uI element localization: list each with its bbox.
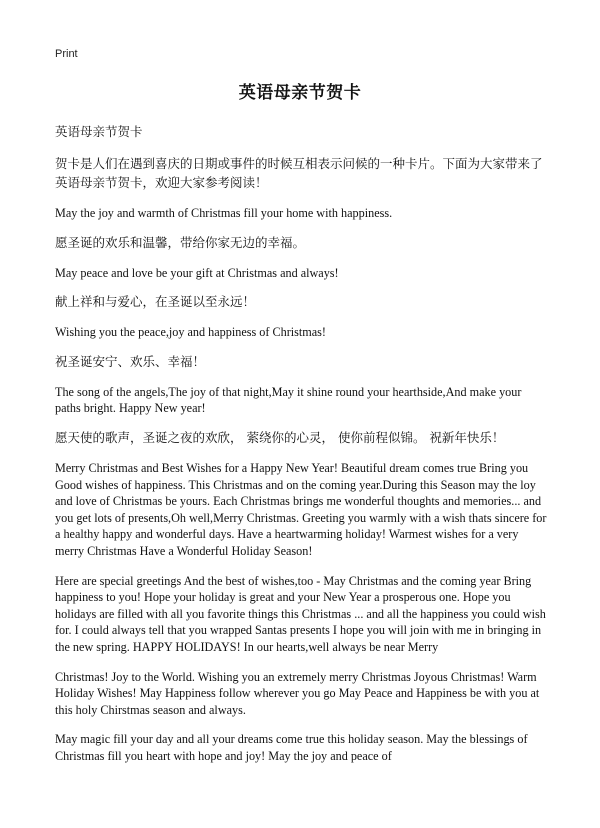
chinese-paragraph: 愿圣诞的欢乐和温馨，带给你家无边的幸福。	[55, 234, 306, 250]
intro-paragraph: 贺卡是人们在遇到喜庆的日期或事件的时候互相表示问候的一种卡片。下面为大家带来了英语母亲节贺卡，欢迎大家参考阅读！	[55, 156, 543, 190]
document-title: 英语母亲节贺卡	[238, 83, 362, 103]
english-paragraph: Christmas! Joy to the World. Wishing you an extremely merry Christmas Joyous Christmas! Warm Holiday Wishes! May Happiness follow wherever you go May Peace and Happiness be with you at this holy Chirstmas season and always.	[55, 669, 540, 717]
english-paragraph: Wishing you the peace,joy and happiness of Christmas!	[55, 325, 326, 340]
document-body	[55, 122, 550, 764]
subtitle-paragraph: 英语母亲节贺卡	[55, 124, 143, 139]
english-paragraph: May peace and love be your gift at Christmas and always!	[55, 265, 339, 280]
english-paragraph: The song of the angels,The joy of that night,May it shine round your hearthside,And make your paths bright. Happy New year!	[55, 384, 522, 416]
english-paragraph: May magic fill your day and all your dreams come true this holiday season. May the blessings of Christmas fill you heart with hope and joy! May the joy and peace of	[55, 732, 528, 763]
english-paragraph: Here are special greetings And the best of wishes,too - May Christmas and the coming year Bring happiness to you! Hope your holiday is great and your New Year a prosperous one. Hope you holidays are filled with all you favorite things this Christmas ... and all the happiness you could wish for. I could always tell that you wrapped Santas presents I hope you will join with me in bringing in the new spring. HAPPY HOLIDAYS! In our hearts,well always be near Merry	[55, 573, 546, 654]
chinese-paragraph: 祝圣诞安宁、欢乐、幸福！	[55, 353, 206, 369]
chinese-paragraph: 愿天使的歌声，圣诞之夜的欢欣， 萦绕你的心灵， 使你前程似锦。 祝新年快乐！	[55, 429, 505, 445]
english-paragraph: May the joy and warmth of Christmas fill your home with happiness.	[55, 206, 393, 220]
english-paragraph: Merry Christmas and Best Wishes for a Happy New Year! Beautiful dream comes true Bring you Good wishes of happiness. This Christmas and on the coming year.During this Season may the loy and love of Christmas be yours. Each Christmas brings me wonderful thoughts and memories... and you get lots of presents,Oh well,Merry Christmas. Greeting you warmly with a wish thats sincere for a healthy happy and wonderful days. Have a heartwarming holiday! Warmest wishes for a very merry Christmas Have a Wonderful Holiday Season!	[55, 460, 547, 558]
chinese-paragraph: 献上祥和与爱心，在圣诞以至永远！	[55, 294, 256, 310]
print-link[interactable]: Print	[55, 48, 78, 60]
